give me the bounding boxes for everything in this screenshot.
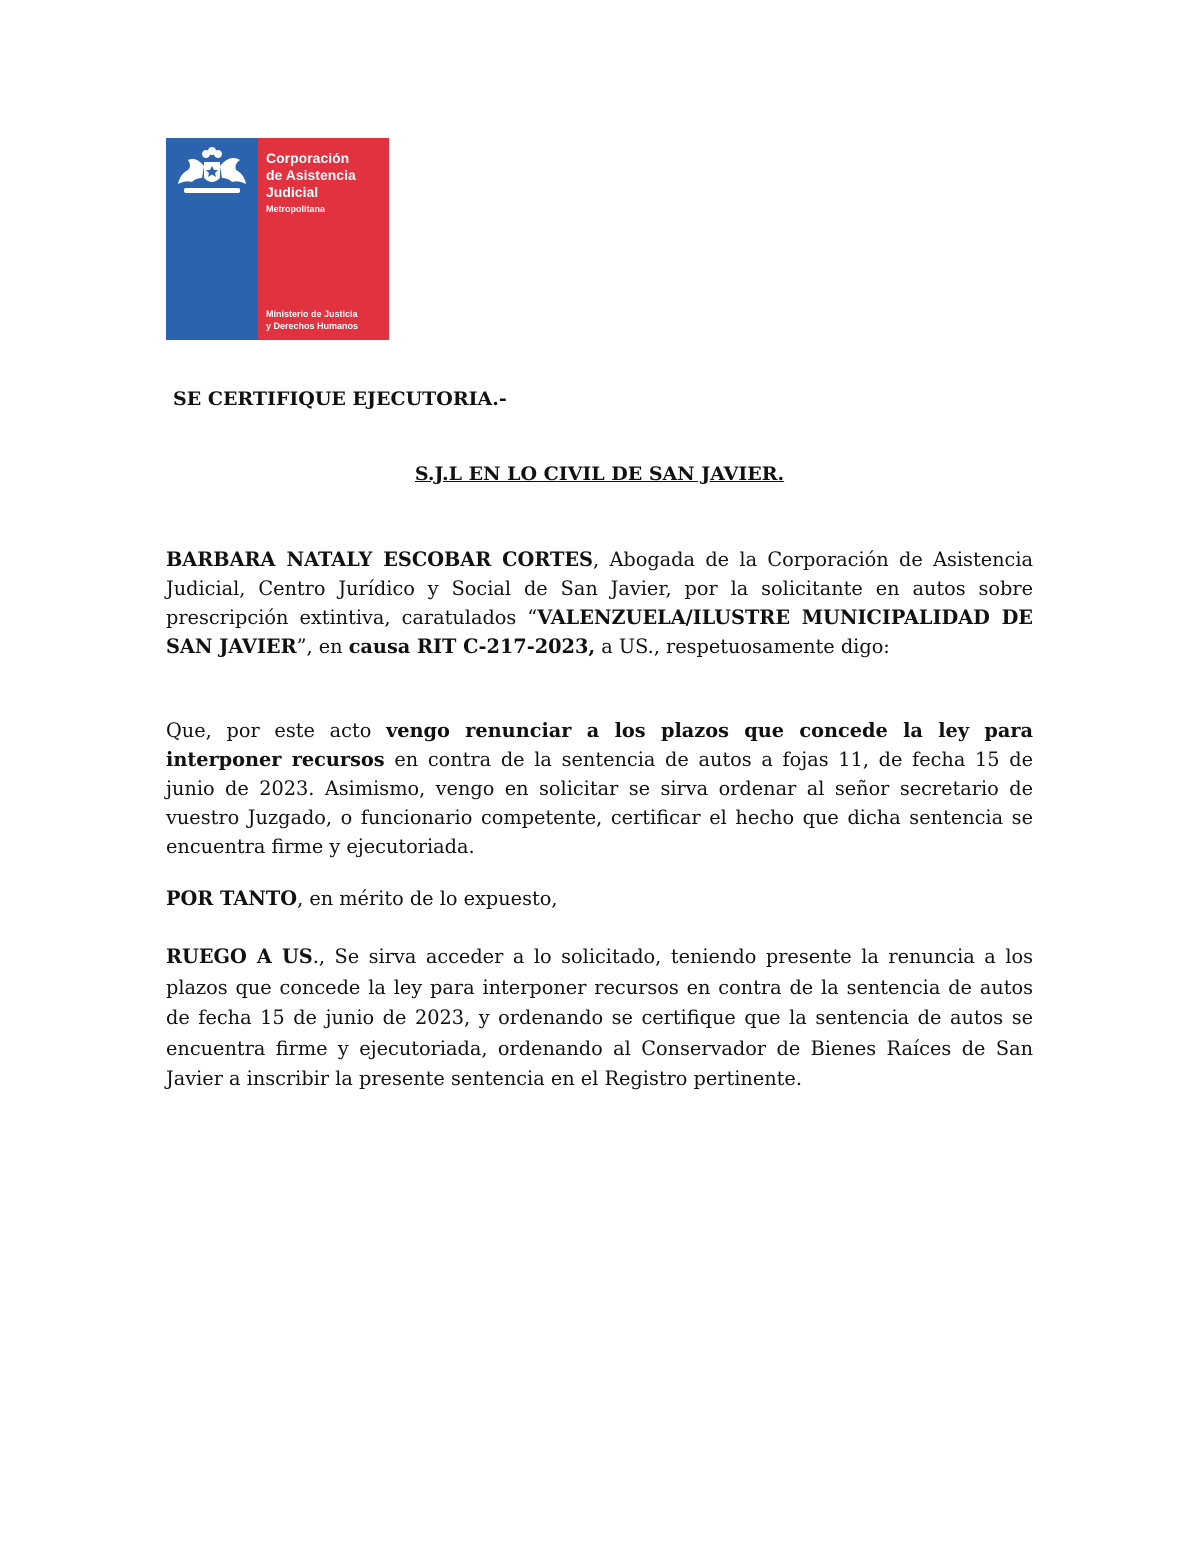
therefore-text: , en mérito de lo expuesto, [297, 887, 558, 910]
coat-of-arms-icon [174, 144, 250, 204]
logo-ministry-line-1: Ministerio de Justicia [266, 309, 358, 319]
logo-subtitle: Metropolitana [266, 204, 326, 214]
intro-paragraph [166, 545, 1033, 661]
therefore-label: POR TANTO [166, 887, 298, 910]
case-caption: VALENZUELA/ILUSTRE MUNICIPALIDAD DE SAN JAVIER [166, 606, 1033, 658]
logo-line-2: de Asistencia [266, 167, 356, 183]
institution-logo [166, 138, 389, 340]
waiver-statement: vengo renunciar a los plazos que concede la ley para interponer recursos [166, 719, 1033, 771]
logo-red-panel [258, 138, 389, 340]
request-text-1: Que, por este acto [166, 719, 387, 742]
intro-text-2: ”, en [296, 635, 349, 658]
court-addressee: S.J.L EN LO CIVIL DE SAN JAVIER. [414, 463, 785, 485]
logo-blue-panel [166, 138, 258, 340]
petition-paragraph [166, 942, 1033, 1095]
intro-text-3: a US., respetuosamente digo: [595, 635, 890, 658]
petition-label: RUEGO A US [166, 945, 313, 968]
logo-line-3: Judicial [266, 184, 319, 200]
logo-name [266, 150, 356, 201]
lawyer-name: BARBARA NATALY ESCOBAR CORTES [166, 548, 593, 571]
logo-ministry [266, 308, 358, 332]
petition-text: ., Se sirva acceder a lo solicitado, teniendo presente la renuncia a los plazos que concede la ley para interponer recursos en contra de la sentencia de autos de fecha 15 de junio de 2023, y ordenando se certifique que la sentencia de autos se encuentra firme y ejecutoriada, ordenando al Conservador de Bienes Raíces de San Javier a inscribir la presente sentencia en el Registro pertinente. [166, 945, 1033, 1090]
document-heading: SE CERTIFIQUE EJECUTORIA.- [173, 388, 507, 410]
request-paragraph [166, 716, 1033, 861]
therefore-paragraph [166, 884, 1033, 913]
logo-ministry-line-2: y Derechos Humanos [266, 321, 359, 331]
case-number: causa RIT C-217-2023, [348, 635, 596, 658]
intro-text-1: , Abogada de la Corporación de Asistencia Judicial, Centro Jurídico y Social de San Javier, por la solicitante en autos sobre prescripción extintiva, caratulados “ [166, 548, 1033, 629]
request-text-2: en contra de la sentencia de autos a fojas 11, de fecha 15 de junio de 2023. Asimismo, vengo en solicitar se sirva ordenar al señor secretario de vuestro Juzgado, o funcionario competente, certificar el hecho que dicha sentencia se encuentra firme y ejecutoriada. [166, 748, 1033, 858]
logo-line-1: Corporación [266, 150, 350, 166]
